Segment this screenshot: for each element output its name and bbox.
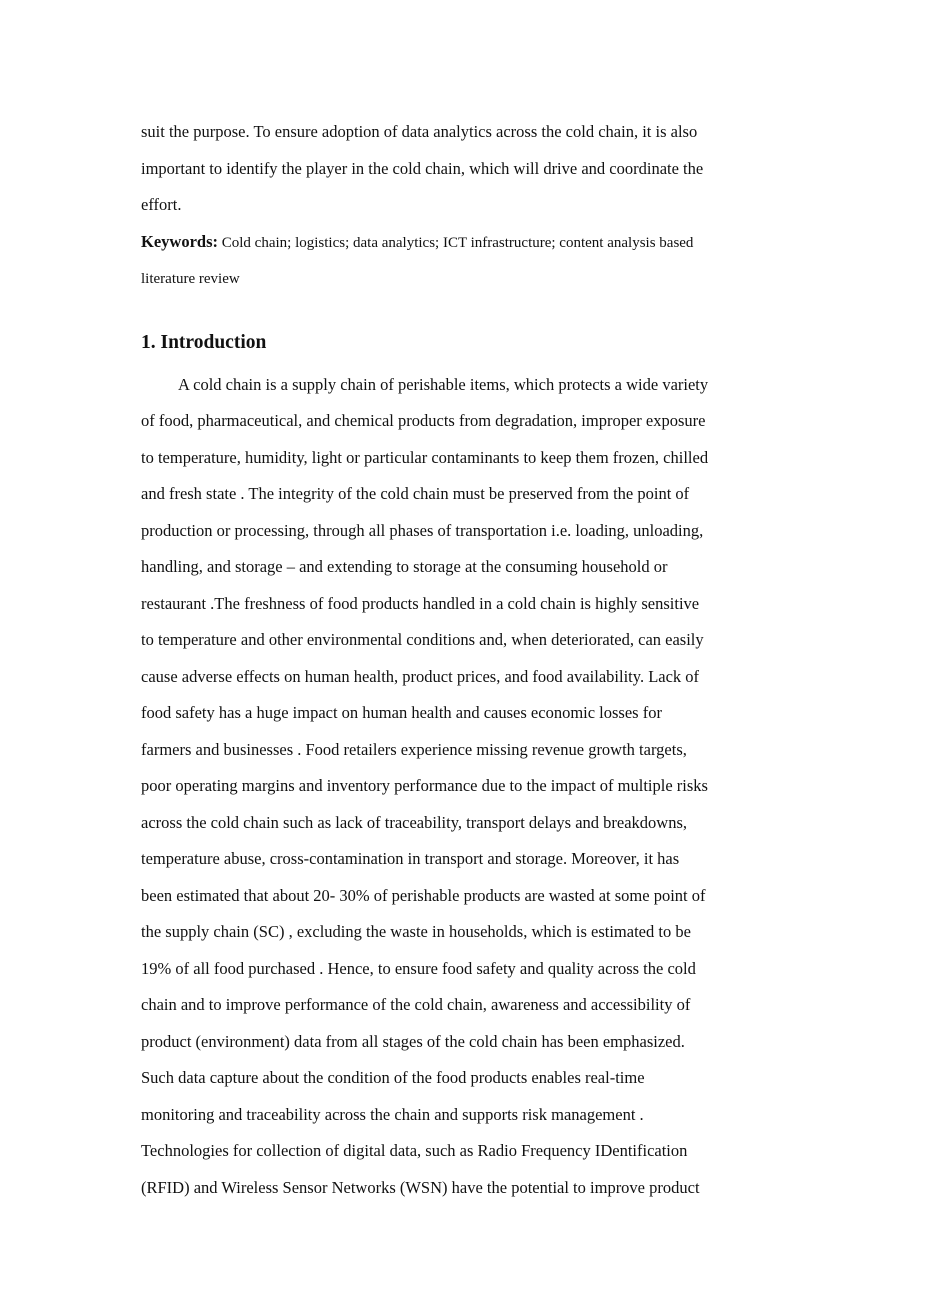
text-line: and fresh state . The integrity of the cold chain must be preserved from the point of xyxy=(141,484,690,503)
text-line: temperature abuse, cross-contamination in transport and storage. Moreover, it has xyxy=(141,849,680,868)
text-line: to temperature, humidity, light or particular contaminants to keep them frozen, chilled xyxy=(141,447,709,467)
text-line: of food, pharmaceutical, and chemical products from degradation, improper exposure xyxy=(141,411,706,430)
text-line: to temperature and other environmental conditions and, when deteriorated, can easily xyxy=(141,630,704,649)
text-line: monitoring and traceability across the chain and supports risk management . xyxy=(141,1104,644,1124)
text-line: restaurant .The freshness of food products handled in a cold chain is highly sensitive xyxy=(141,593,700,613)
text-line: handling, and storage – and extending to storage at the consuming household or xyxy=(141,557,668,576)
text-line: 19% of all food purchased . Hence, to ensure food safety and quality across the cold xyxy=(141,958,696,978)
text-line: important to identify the player in the cold chain, which will drive and coordinate the xyxy=(141,158,704,178)
text-line: suit the purpose. To ensure adoption of data analytics across the cold chain, it is also xyxy=(141,122,698,141)
text-line: food safety has a huge impact on human health and causes economic losses for xyxy=(141,703,662,722)
text-line: been estimated that about 20- 30% of perishable products are wasted at some point of xyxy=(141,885,706,905)
text-line: (RFID) and Wireless Sensor Networks (WSN) have the potential to improve product xyxy=(141,1177,700,1197)
introduction-paragraph xyxy=(141,367,791,1207)
keywords-line-2: literature review xyxy=(141,271,240,287)
text-line: effort. xyxy=(141,195,182,214)
text-line: cause adverse effects on human health, product prices, and food availability. Lack of xyxy=(141,666,700,686)
text-line: across the cold chain such as lack of traceability, transport delays and breakdowns, xyxy=(141,812,687,832)
text-line: Technologies for collection of digital data, such as Radio Frequency IDentification xyxy=(141,1141,688,1160)
text-line: Such data capture about the condition of the food products enables real-time xyxy=(141,1068,645,1087)
text-line: product (environment) data from all stages of the cold chain has been emphasized. xyxy=(141,1031,685,1051)
text-line: production or processing, through all phases of transportation i.e. loading, unloading, xyxy=(141,520,704,540)
text-line: poor operating margins and inventory performance due to the impact of multiple risks xyxy=(141,776,708,795)
keywords-block xyxy=(141,224,791,298)
keywords-text: Cold chain; logistics; data analytics; ICT infrastructure; content analysis based xyxy=(221,234,694,251)
keywords-label: Keywords: xyxy=(141,231,218,251)
section-heading: 1. Introduction xyxy=(141,331,267,353)
abstract-end-paragraph xyxy=(141,114,791,224)
text-line: the supply chain (SC) , excluding the waste in households, which is estimated to be xyxy=(141,922,691,941)
text-line: A cold chain is a supply chain of perishable items, which protects a wide variety xyxy=(178,374,709,394)
text-line: chain and to improve performance of the cold chain, awareness and accessibility of xyxy=(141,995,691,1014)
text-line: farmers and businesses . Food retailers experience missing revenue growth targets, xyxy=(141,739,687,759)
keywords-line-1 xyxy=(141,224,791,262)
document-page xyxy=(141,114,791,1206)
